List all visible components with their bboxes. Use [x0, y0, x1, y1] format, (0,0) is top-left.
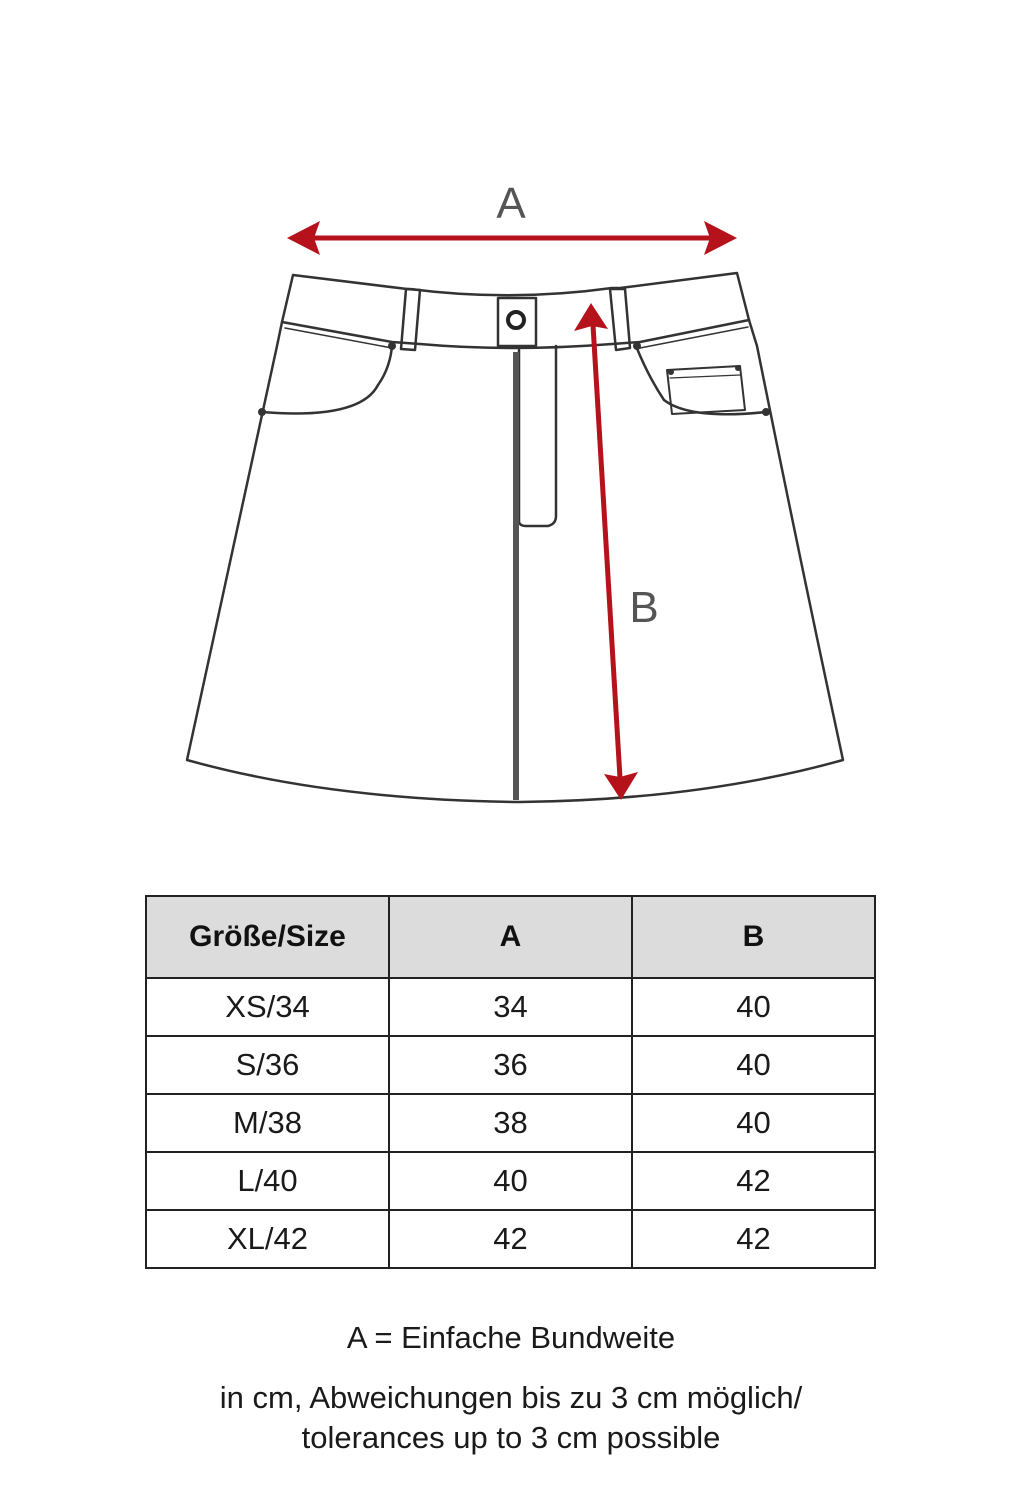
table-row	[146, 978, 875, 1036]
pocket-right	[636, 346, 766, 414]
label-a: A	[496, 179, 526, 228]
legend-note: A = Einfache Bundweite	[346, 1320, 676, 1355]
cell-b: 40	[632, 1094, 875, 1152]
table-header-row	[146, 896, 875, 978]
tolerance-line-1: in cm, Abweichungen bis zu 3 cm möglich/	[219, 1380, 803, 1415]
cell-size: L/40	[146, 1152, 389, 1210]
tolerance-line-2: tolerances up to 3 cm possible	[301, 1420, 721, 1455]
cell-b: 40	[632, 1036, 875, 1094]
pocket-left	[262, 346, 392, 413]
tolerance-note	[0, 1378, 1022, 1458]
table-row	[146, 1210, 875, 1268]
cell-size: S/36	[146, 1036, 389, 1094]
button	[508, 312, 524, 328]
header-b: B	[632, 896, 875, 978]
cell-a: 40	[389, 1152, 632, 1210]
belt-loop-right	[610, 289, 630, 350]
cell-b: 40	[632, 978, 875, 1036]
table-row	[146, 1094, 875, 1152]
cell-a: 36	[389, 1036, 632, 1094]
size-table	[145, 895, 876, 1269]
cell-size: XL/42	[146, 1210, 389, 1268]
header-size: Größe/Size	[146, 896, 389, 978]
cell-a: 42	[389, 1210, 632, 1268]
header-a: A	[389, 896, 632, 978]
cell-size: M/38	[146, 1094, 389, 1152]
fly-stitching	[519, 346, 556, 526]
belt-loop-left	[401, 289, 420, 350]
table-row	[146, 1152, 875, 1210]
arrow-b	[574, 303, 638, 800]
table-row	[146, 1036, 875, 1094]
cell-a: 38	[389, 1094, 632, 1152]
cell-size: XS/34	[146, 978, 389, 1036]
cell-b: 42	[632, 1210, 875, 1268]
label-b: B	[629, 583, 659, 632]
cell-a: 34	[389, 978, 632, 1036]
cell-b: 42	[632, 1152, 875, 1210]
